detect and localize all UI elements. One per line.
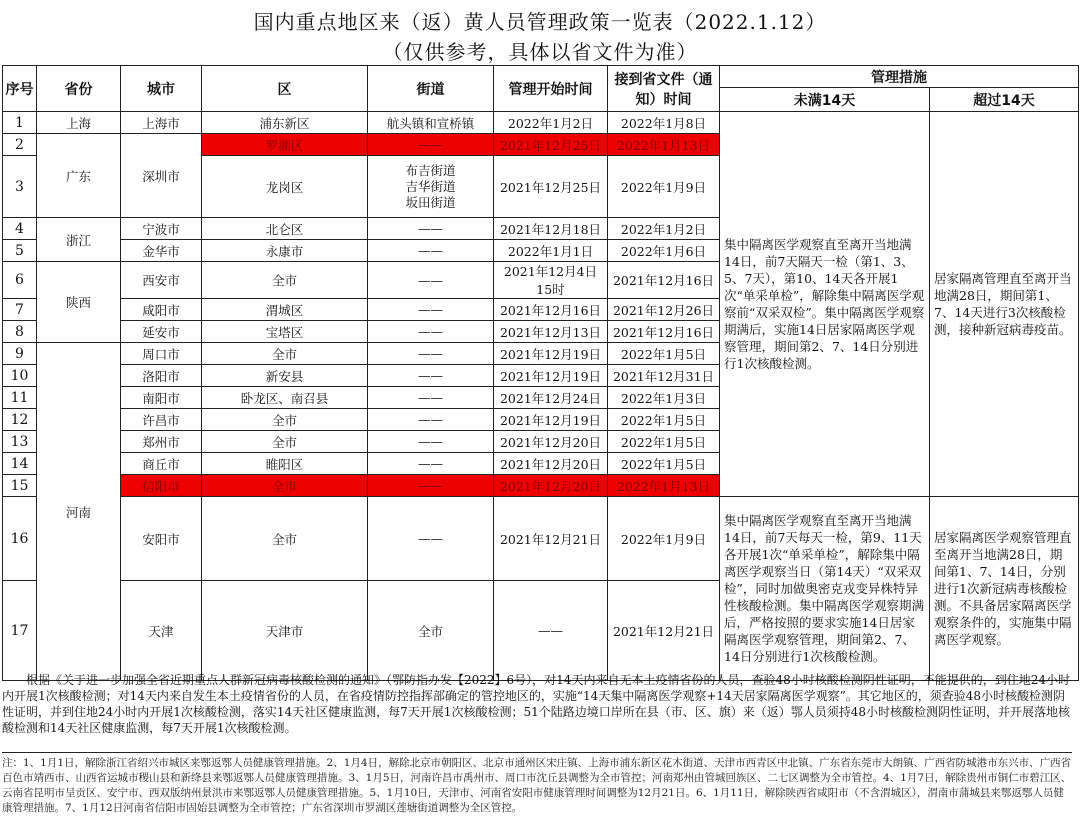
- cell-received: 2021年12月16日: [608, 262, 720, 299]
- table-row: [3, 497, 1079, 581]
- cell-street: ——: [368, 134, 494, 156]
- cell-street: ——: [368, 365, 494, 387]
- cell-seq: 15: [3, 475, 37, 497]
- cell-street: 航头镇和宣桥镇: [368, 112, 494, 134]
- col-header-received: 接到省文件（通知）时间: [608, 66, 720, 112]
- cell-start: 2021年12月19日: [494, 343, 608, 365]
- cell-start: 2021年12月24日: [494, 387, 608, 409]
- cell-province: 浙江: [37, 218, 121, 262]
- cell-street: ——: [368, 218, 494, 240]
- cell-district: 全市: [202, 409, 368, 431]
- cell-start: 2021年12月25日: [494, 156, 608, 218]
- table-row: [3, 112, 1079, 134]
- policy-table: [2, 65, 1079, 681]
- cell-district: 龙岗区: [202, 156, 368, 218]
- cell-street: [368, 156, 494, 218]
- cell-city: 宁波市: [121, 218, 202, 240]
- cell-seq: 8: [3, 321, 37, 343]
- cell-city: 郑州市: [121, 431, 202, 453]
- cell-street: ——: [368, 343, 494, 365]
- cell-seq: 13: [3, 431, 37, 453]
- cell-street: ——: [368, 431, 494, 453]
- cell-district: 睢阳区: [202, 453, 368, 475]
- policy-basis-note: 根据《关于进一步加强全省近期重点人群新冠病毒核酸检测的通知》（鄂防指办发【2022】6号），对14天内来自无本土疫情省份的人员，查验48小时核酸检测阴性证明，不能提供的，到住地24小时内开展1次核酸检测；对14天内来自发生本土疫情省份的人员，在省疫情防控指挥部确定的管控地区的，实施“14天集中隔离医学观察+14天居家隔离医学观察”。其它地区的，须查验48小时核酸检测阴性证明，并到住地24小时内开展1次核酸检测，落实14天社区健康监测，每7天开展1次核酸检测；51个陆路边境口岸所在县（市、区、旗）来（返）鄂人员须持48小时核酸检测阴性证明，并开展落地核酸检测和14天社区健康监测，每7天开展1次核酸检测。: [2, 673, 1070, 735]
- cell-city: 许昌市: [121, 409, 202, 431]
- cell-street: ——: [368, 475, 494, 497]
- cell-district: 罗湖区: [202, 134, 368, 156]
- cell-start: 2021年12月21日: [608, 581, 720, 681]
- cell-received: 2021年12月31日: [608, 365, 720, 387]
- cell-city: 商丘市: [121, 453, 202, 475]
- cell-city: 洛阳市: [121, 365, 202, 387]
- cell-seq: 3: [3, 156, 37, 218]
- cell-street: ——: [368, 262, 494, 299]
- street-name: 吉华街道: [405, 178, 456, 194]
- cell-city: 延安市: [121, 321, 202, 343]
- cell-start: 2022年1月2日: [494, 112, 608, 134]
- header-row: [3, 66, 1079, 88]
- cell-province: 广东: [37, 134, 121, 218]
- cell-city: 安阳市: [121, 497, 202, 581]
- cell-received: 2022年1月13日: [608, 475, 720, 497]
- cell-street: ——: [368, 409, 494, 431]
- col-header-measures: 管理措施: [720, 66, 1079, 88]
- cell-seq: 5: [3, 240, 37, 262]
- cell-received: 2022年1月13日: [608, 134, 720, 156]
- cell-province: 上海: [37, 112, 121, 134]
- col-header-district: 区: [202, 66, 368, 112]
- cell-start: 2021年12月4日15时: [494, 262, 608, 299]
- cell-start: 2021年12月20日: [494, 475, 608, 497]
- cell-district: 渭城区: [202, 299, 368, 321]
- cell-seq: 7: [3, 299, 37, 321]
- cell-district: 永康市: [202, 240, 368, 262]
- cell-seq: 14: [3, 453, 37, 475]
- cell-start: 2021年12月21日: [494, 497, 608, 581]
- cell-received: 2022年1月5日: [608, 343, 720, 365]
- cell-start: 2021年12月18日: [494, 218, 608, 240]
- col-header-province: 省份: [37, 66, 121, 112]
- measure-over14-group-a: 居家隔离管理直至离开当地满28日，期间第1、7、14天进行3次核酸检测，接种新冠病毒疫苗。: [930, 112, 1079, 497]
- cell-received: 2022年1月9日: [608, 156, 720, 218]
- cell-seq: 16: [3, 497, 37, 581]
- col-header-start: 管理开始时间: [494, 66, 608, 112]
- cell-street: ——: [368, 453, 494, 475]
- cell-received: 2021年12月16日: [608, 321, 720, 343]
- cell-seq: 9: [3, 343, 37, 365]
- cell-received: 2021年12月26日: [608, 299, 720, 321]
- cell-city: 南阳市: [121, 387, 202, 409]
- cell-start: 2021年12月13日: [494, 321, 608, 343]
- cell-city: 金华市: [121, 240, 202, 262]
- cell-received: 2022年1月6日: [608, 240, 720, 262]
- cell-city: 周口市: [121, 343, 202, 365]
- cell-start: 2021年12月20日: [494, 431, 608, 453]
- cell-street: ——: [494, 581, 608, 681]
- cell-city: 深圳市: [121, 134, 202, 218]
- cell-city: 西安市: [121, 262, 202, 299]
- cell-district: 全市: [202, 262, 368, 299]
- col-header-street: 街道: [368, 66, 494, 112]
- cell-city: 信阳市: [121, 475, 202, 497]
- footnote: 注：1、1月1日，解除浙江省绍兴市城区来鄂返鄂人员健康管理措施。2、1月4日，解除北京市朝阳区、北京市通州区宋庄镇、上海市浦东新区花木街道、天津市西青区中北镇、广东省东莞市大朗镇、广西省防城港市东兴市、广西省百色市靖西市、山西省运城市稷山县和新绛县来鄂返鄂人员健康管理措施。3、1月5日，河南许昌市禹州市、周口市沈丘县调整为全市管控；河南郑州由管城回族区、二七区调整为全市管控。4、1月7日，解除贵州市铜仁市碧江区、云南省昆明市呈贡区、安宁市、西双版纳州景洪市来鄂返鄂人员健康管理措施。5、1月10日，天津市、河南省安阳市健康管理时间调整为12月21日。6、1月11日，解除陕西省咸阳市（不含渭城区），渭南市蒲城县来鄂返鄂人员健康管理措施。7、1月12日河南省信阳市固始县调整为全市管控；广东省深圳市罗湖区莲塘街道调整为全区管控。: [2, 752, 1072, 816]
- page-title: 国内重点地区来（返）黄人员管理政策一览表（2022.1.12）: [253, 10, 827, 34]
- cell-street: ——: [368, 497, 494, 581]
- cell-district: 卧龙区、南召县: [202, 387, 368, 409]
- cell-district: 全市: [368, 581, 494, 681]
- cell-start: 2021年12月20日: [494, 453, 608, 475]
- cell-received: 2022年1月8日: [608, 112, 720, 134]
- cell-received: 2022年1月5日: [608, 409, 720, 431]
- cell-start: 2021年12月25日: [494, 134, 608, 156]
- cell-received: 2022年1月5日: [608, 431, 720, 453]
- measure-under14-group-b: 集中隔离医学观察直至离开当地满14日，前7天每天一检，第9、11天各开展1次“单采单检”，解除集中隔离医学观察当日（第14天）“双采双检”，同时加做奥密克戎变异株特异性核酸检测。集中隔离医学观察期满后，严格按照的要求实施14日居家隔离医学观察管理，期间第2、7、14日分别进行1次核酸检测。: [720, 497, 930, 681]
- cell-district: 新安县: [202, 365, 368, 387]
- page-subtitle: （仅供参考，具体以省文件为准）: [382, 40, 698, 64]
- cell-seq: 12: [3, 409, 37, 431]
- col-header-under14: 未满14天: [720, 88, 930, 112]
- street-name: 布吉街道: [405, 162, 456, 178]
- cell-district: 浦东新区: [202, 112, 368, 134]
- cell-received: 2022年1月9日: [608, 497, 720, 581]
- cell-district: 全市: [202, 497, 368, 581]
- cell-seq: 10: [3, 365, 37, 387]
- cell-district: 全市: [202, 343, 368, 365]
- cell-start: 2021年12月19日: [494, 365, 608, 387]
- cell-province: 天津: [121, 581, 202, 681]
- cell-seq: 2: [3, 134, 37, 156]
- cell-district: 全市: [202, 475, 368, 497]
- cell-street: ——: [368, 387, 494, 409]
- cell-street: ——: [368, 321, 494, 343]
- cell-start: 2021年12月19日: [494, 409, 608, 431]
- cell-received: 2022年1月5日: [608, 453, 720, 475]
- cell-district: 全市: [202, 431, 368, 453]
- cell-received: 2022年1月3日: [608, 387, 720, 409]
- col-header-seq: 序号: [3, 66, 37, 112]
- cell-province: 河南: [37, 343, 121, 681]
- col-header-city: 城市: [121, 66, 202, 112]
- measure-over14-group-b: 居家隔离医学观察管理直至离开当地满28日，期间第1、7、14日，分别进行1次新冠病毒核酸检测。不具备居家隔离医学观察条件的，实施集中隔离医学观察。: [930, 497, 1079, 681]
- cell-received: 2022年1月2日: [608, 218, 720, 240]
- cell-province: 陕西: [37, 262, 121, 343]
- cell-seq: 4: [3, 218, 37, 240]
- cell-city: 咸阳市: [121, 299, 202, 321]
- col-header-over14: 超过14天: [930, 88, 1079, 112]
- cell-district: 北仑区: [202, 218, 368, 240]
- cell-street: ——: [368, 240, 494, 262]
- street-name: 坂田街道: [405, 194, 456, 210]
- cell-start: 2021年12月16日: [494, 299, 608, 321]
- cell-seq: 17: [3, 581, 37, 681]
- cell-city: 天津市: [202, 581, 368, 681]
- cell-city: 上海市: [121, 112, 202, 134]
- measure-under14-group-a: 集中隔离医学观察直至离开当地满14日，前7天隔天一检（第1、3、5、7天），第10、14天各开展1次“单采单检”，解除集中隔离医学观察前“双采双检”。集中隔离医学观察期满后，实施14日居家隔离医学观察管理，期间第2、7、14日分别进行1次核酸检测。: [720, 112, 930, 497]
- cell-district: 宝塔区: [202, 321, 368, 343]
- cell-street: ——: [368, 299, 494, 321]
- cell-seq: 11: [3, 387, 37, 409]
- cell-seq: 1: [3, 112, 37, 134]
- cell-start: 2022年1月1日: [494, 240, 608, 262]
- cell-seq: 6: [3, 262, 37, 299]
